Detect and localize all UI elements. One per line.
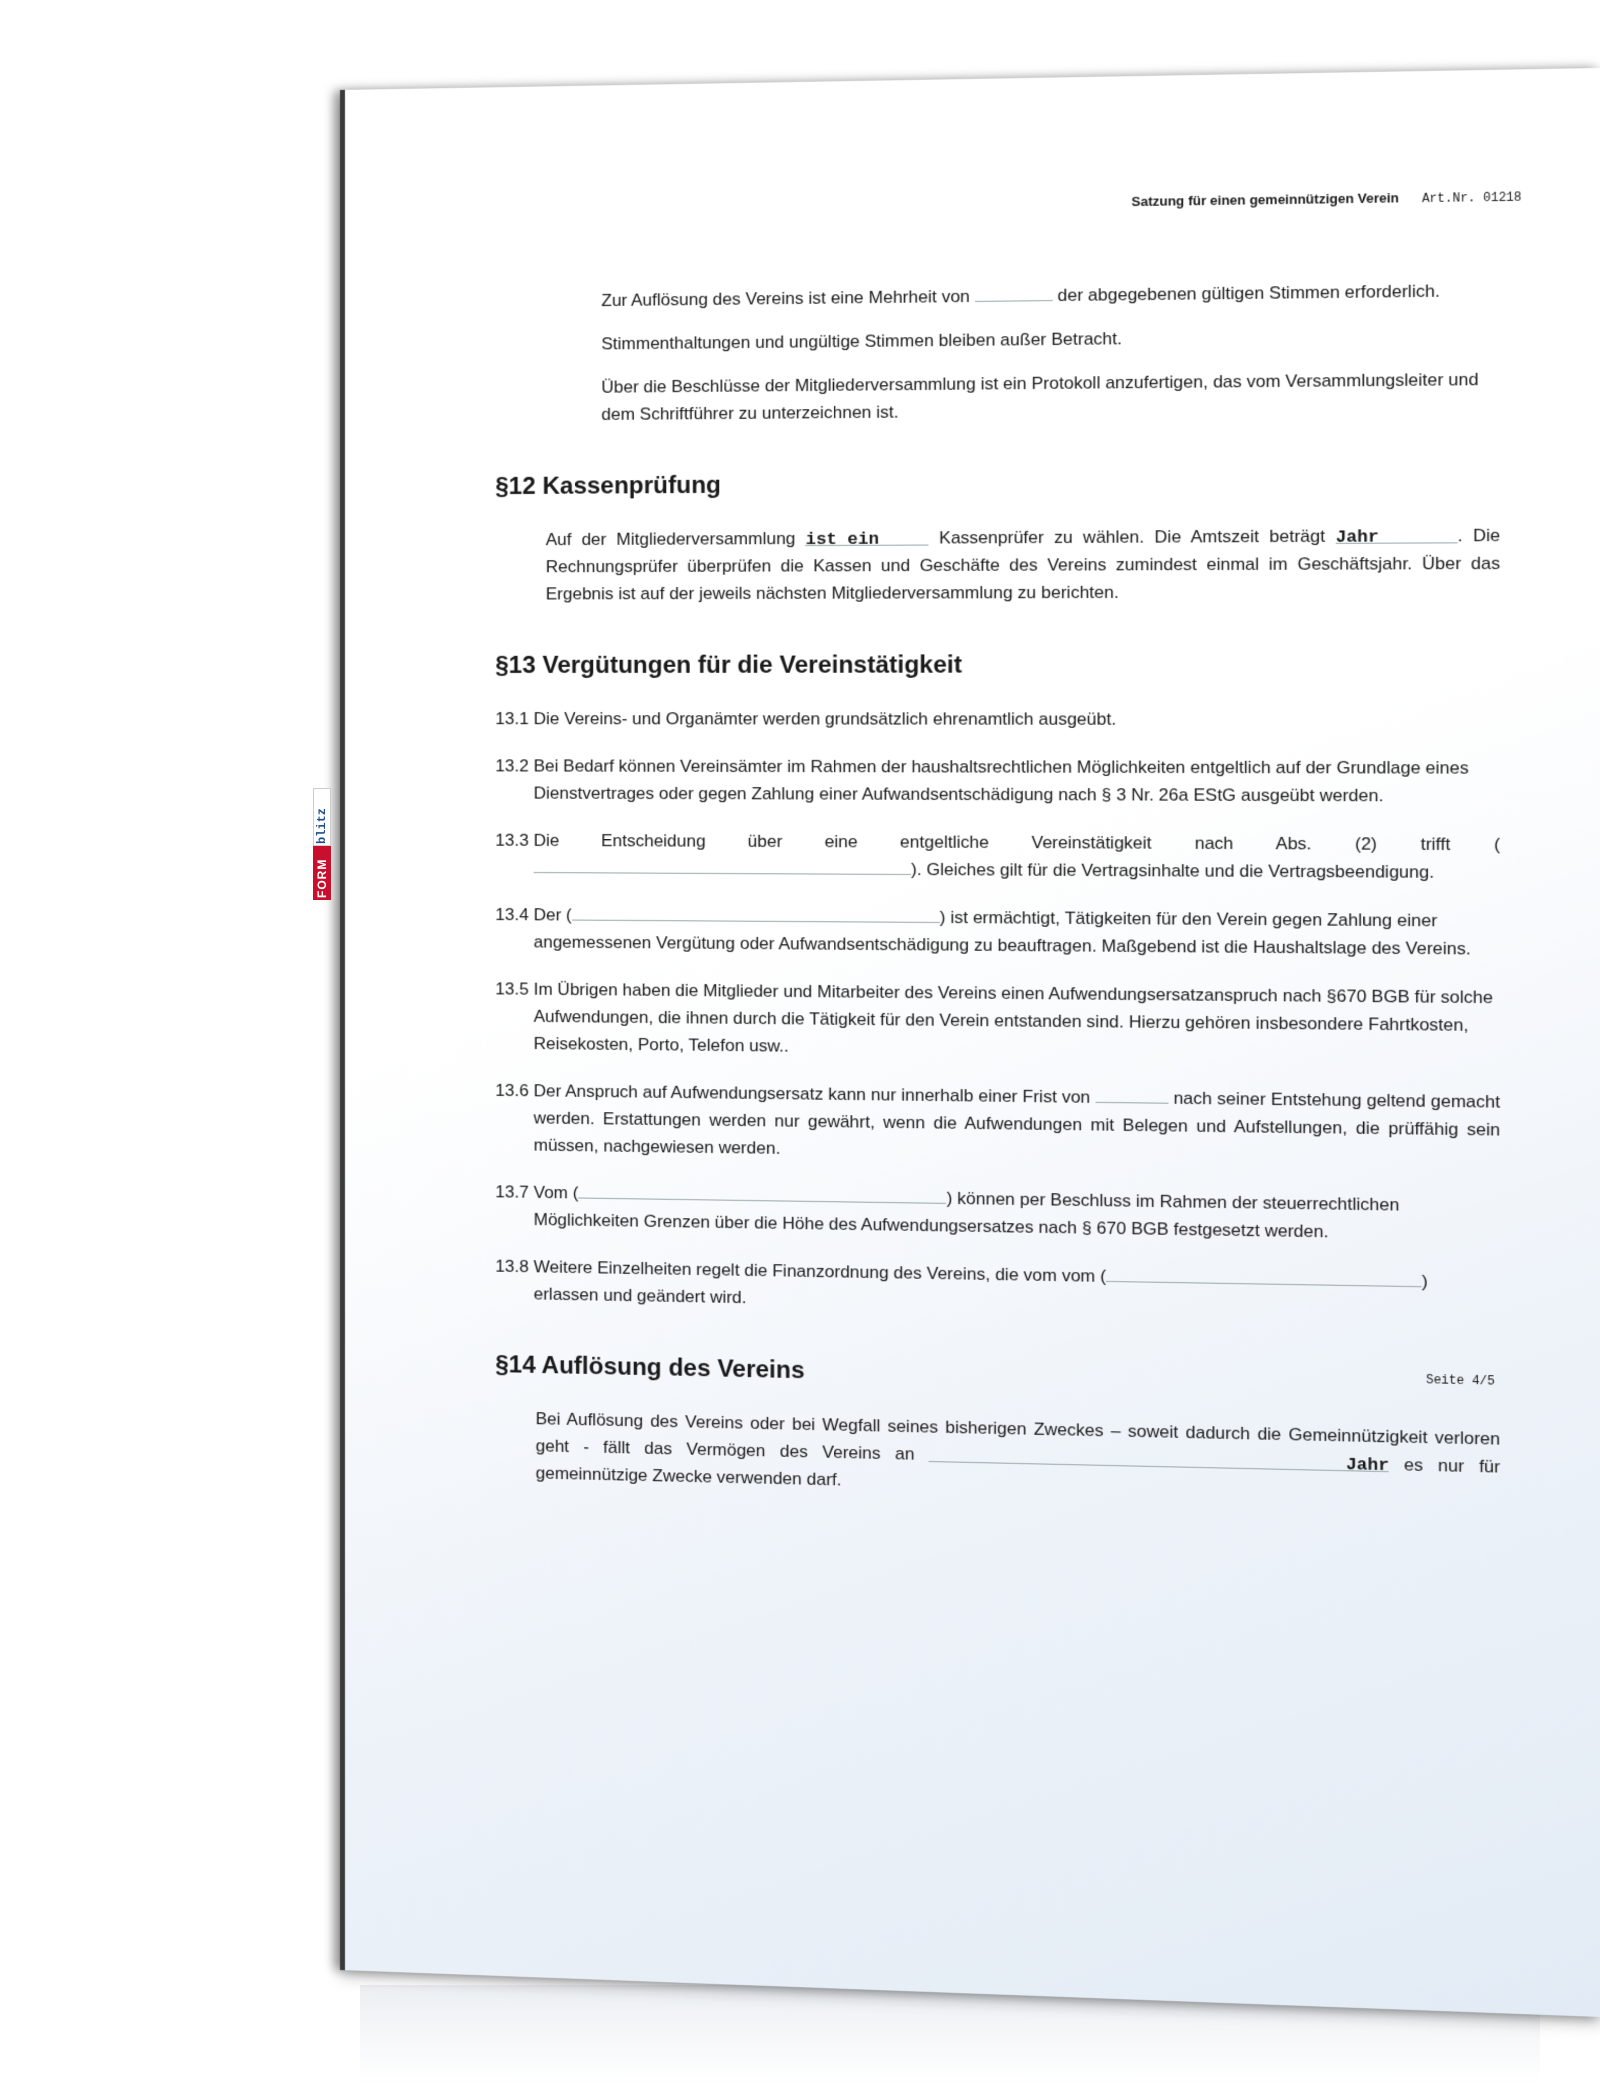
clause-13-7	[495, 1178, 1500, 1248]
clause-number: 13.8	[495, 1256, 529, 1277]
document-title: Satzung für einen gemeinnützigen Verein	[1131, 190, 1399, 210]
clause-text	[534, 827, 1501, 887]
clause-13-2	[495, 752, 1500, 810]
article-number: Art.Nr. 01218	[1421, 190, 1522, 207]
clause-number: 13.3	[495, 830, 529, 850]
section-13-heading: §13 Vergütungen für die Vereinstätigkeit	[495, 651, 963, 679]
s14-text-b: es nur für gemeinnützige Zwecke verwenden darf.	[535, 1454, 1501, 1490]
intro-paragraph-2: Stimmenthaltungen und ungültige Stimmen bleiben außer Betracht.	[601, 328, 1123, 354]
clause-13-7-text-b: ) können per Beschluss im Rahmen der steuerrechtlichen Möglichkeiten Grenzen über die Höhe des Aufwendungsersatzes nach § 670 BGB festgesetzt werden.	[533, 1188, 1400, 1242]
formblitz-logo	[313, 788, 331, 900]
clause-13-4-text-a: Der (	[533, 905, 572, 925]
intro-paragraph-3: Über die Beschlüsse der Mitgliederversammlung ist ein Protokoll anzufertigen, das vom Versammlungsleiter und dem Schriftführer zu unterzeichnen ist.	[601, 369, 1479, 424]
majority-blank-field[interactable]	[975, 282, 1053, 302]
clause-13-6	[495, 1077, 1500, 1172]
decision-body-field[interactable]	[534, 854, 911, 875]
recipient-field[interactable]: Jahr	[929, 1443, 1389, 1472]
clause-13-3	[495, 827, 1500, 887]
clause-text: Die Vereins- und Organämter werden grundsätzlich ehrenamtlich ausgeübt.	[533, 709, 1117, 729]
page-number: Seite 4/5	[1425, 1372, 1495, 1389]
clause-13-8	[495, 1253, 1500, 1325]
document-page-wrapper	[340, 90, 1555, 1970]
clause-13-8-text-a: Weitere Einzelheiten regelt die Finanzordnung des Vereins, die vom vom (	[533, 1257, 1107, 1287]
s12-text-c: . Die Rechnungsprüfer überprüfen die Kassen und Geschäfte des Vereins zumindest einmal im Geschäftsjahr. Über das Ergebnis ist auf der jeweils nächsten Mitgliederversammlung zu berichten.	[545, 525, 1501, 604]
clause-text: Bei Bedarf können Vereinsämter im Rahmen der haushaltsrechtlichen Möglichkeiten entgeltlich auf der Grundlage eines Dienstvertrages oder gegen Zahlung einer Aufwandsentschädigung nach § 3 Nr. 26a EStG ausgeübt werden.	[533, 756, 1469, 806]
section-12-heading: §12 Kassenprüfung	[495, 471, 721, 501]
logo-blitz-text: blitz	[315, 807, 329, 844]
clause-number: 13.6	[495, 1080, 529, 1101]
auditor-count-field[interactable]: ist ein	[806, 526, 929, 546]
term-length-field[interactable]: Jahr	[1336, 524, 1458, 544]
authorized-body-field[interactable]	[572, 901, 940, 923]
clause-text	[534, 1253, 1501, 1325]
deadline-field[interactable]	[1095, 1083, 1168, 1103]
section-14-paragraph	[495, 1404, 1500, 1509]
intro-text-b: der abgegebenen gültigen Stimmen erforderlich.	[1057, 281, 1440, 306]
intro-paragraph-1	[601, 276, 1500, 314]
finance-body-field[interactable]	[1106, 1262, 1422, 1287]
intro-section	[495, 276, 1500, 428]
clause-text: Im Übrigen haben die Mitglieder und Mitarbeiter des Vereins einen Aufwendungsersatzanspruch nach §670 BGB für solche Aufwendungen, die ihnen durch die Tätigkeit für den Verein entstanden sind. Hierzu gehören insbesondere Fahrtkosten, Reisekosten, Porto, Telefon usw..	[533, 979, 1493, 1056]
section-12-paragraph	[495, 521, 1500, 607]
clause-13-6-text-a: Der Anspruch auf Aufwendungsersatz kann nur innerhalb einer Frist von	[533, 1081, 1091, 1107]
clause-13-7-text-a: Vom (	[533, 1182, 579, 1203]
clause-13-6-text-b: nach seiner Entstehung geltend gemacht werden. Erstattungen werden nur gewährt, wenn die Aufwendungen mit Belegen und Aufstellungen, die prüffähig sein müssen, nachgewiesen werden.	[533, 1088, 1501, 1158]
clause-13-1	[495, 705, 1500, 733]
clause-13-3-text-b: ). Gleiches gilt für die Vertragsinhalte und die Vertragsbeendigung.	[910, 859, 1435, 882]
page-header	[1131, 188, 1521, 210]
clause-number: 13.7	[495, 1182, 529, 1202]
section-14-heading: §14 Auflösung des Vereins	[495, 1350, 805, 1385]
s14-text-a: Bei Auflösung des Vereins oder bei Wegfall seines bisherigen Zweckes – soweit dadurch die Gemeinnützigkeit verloren geht - fällt das Vermögen des Vereins an	[535, 1409, 1501, 1464]
clause-text	[534, 1077, 1501, 1172]
clause-13-4	[495, 901, 1500, 963]
logo-form-text: FORM	[315, 858, 329, 898]
clause-text	[534, 901, 1501, 963]
clause-number: 13.4	[495, 904, 529, 925]
clause-text	[534, 1179, 1501, 1248]
clause-13-4-text-b: ) ist ermächtigt, Tätigkeiten für den Verein gegen Zahlung einer angemessenen Vergütung oder Aufwandsentschädigung zu beauftragen. Maßgebend ist die Haushaltslage des Vereins.	[533, 907, 1471, 959]
document-page	[340, 68, 1600, 2017]
s12-text-a: Auf der Mitgliederversammlung	[545, 528, 796, 550]
clause-number: 13.1	[495, 709, 529, 729]
clause-13-3-text-a: Die Entscheidung über eine entgeltliche Vereinstätigkeit nach Abs. (2) trifft (	[533, 830, 1501, 855]
clause-number: 13.5	[495, 979, 529, 999]
clause-13-8-text-b: ) erlassen und geändert wird.	[533, 1271, 1428, 1308]
limit-body-field[interactable]	[578, 1179, 946, 1204]
clause-number: 13.2	[495, 756, 529, 776]
intro-text-a: Zur Auflösung des Vereins ist eine Mehrheit von	[601, 286, 970, 311]
clause-13-5	[495, 975, 1500, 1067]
s12-text-b: Kassenprüfer zu wählen. Die Amtszeit beträgt	[939, 526, 1326, 548]
document-content	[495, 276, 1500, 1525]
